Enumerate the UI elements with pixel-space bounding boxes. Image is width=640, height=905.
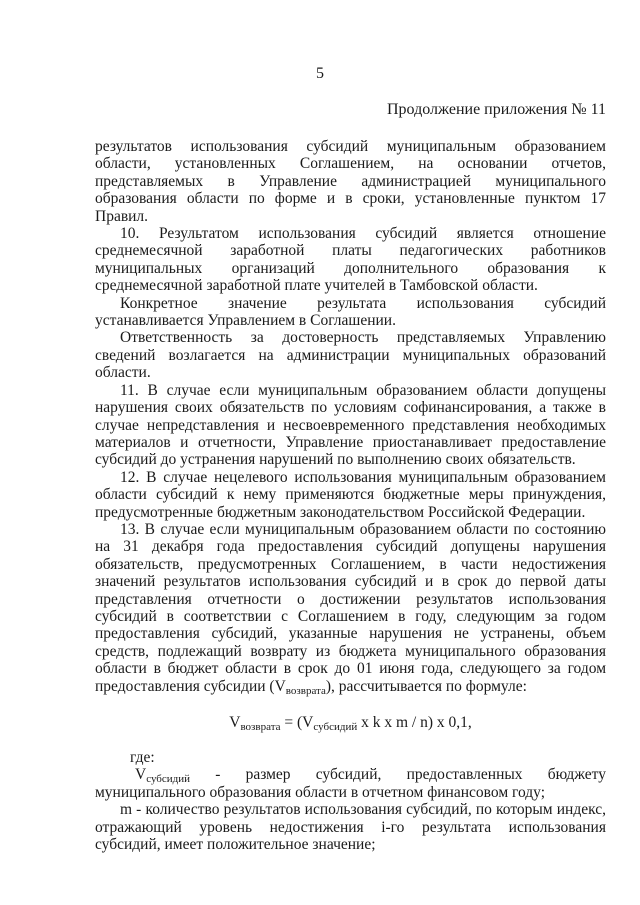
document-body [95, 138, 606, 853]
definition-v-continuation: муниципального образования области в отчетном финансовом году; [95, 783, 546, 801]
definition-v-word: - [215, 766, 221, 784]
paragraph-13-text: 13. В случае если муниципальным образованием области по состоянию на 31 декабря года предоставления субсидий допущены нарушения обязательств, предусмотренных Соглашением, в части недостижения значений результатов использования субсидий и в срок до первой даты представления отчетности о достижении результатов использования субсидий в соответствии с Соглашением в году, следующим за годом предоставления субсидий, указанные нарушения не устранены, объем средств, подлежащий возврату из бюджета муниципального образования области в бюджет области в срок до 01 июня года, следующего за годом предоставления субсидии (V [95, 520, 606, 695]
paragraph-12: 12. В случае нецелевого использования муниципальным образованием области субсидий к нему применяются бюджетные меры принуждения, предусмотренные бюджетным законодательством Российской Федерации. [95, 468, 606, 521]
definition-v-subscript: субсидий [146, 773, 191, 786]
formula-sub-refund: возврата [240, 721, 281, 733]
definition-v-letter: V [135, 766, 147, 784]
page-number: 5 [316, 65, 324, 82]
formula-v: V [229, 714, 241, 731]
formula-sub-subsidy: субсидий [313, 721, 358, 733]
paragraph-13 [95, 521, 606, 695]
definition-v-word: предоставленных [406, 766, 523, 784]
paragraph-10: 10. Результатом использования субсидий является отношение среднемесячной заработной платы педагогических работников муниципальных организаций дополнительного образования к среднемесячной заработной плате учителей в Тамбовской области. [95, 225, 606, 295]
definition-v-symbol [135, 766, 191, 786]
appendix-header: Продолжение приложения № 11 [387, 101, 606, 118]
refund-formula [95, 713, 606, 733]
definition-v-word: субсидий, [315, 766, 382, 784]
paragraph-13-subscript: возврата [285, 684, 326, 697]
definition-m: m - количество результатов использования субсидий, по которым индекс, отражающий уровень недостижения i-го результата использования субсидий, имеет положительное значение; [95, 801, 606, 854]
definition-v-word: бюджету [547, 766, 606, 784]
formula-end: x k x m / n) x 0,1, [357, 714, 472, 731]
paragraph-concrete-value: Конкретное значение результата использования субсидий устанавливается Управлением в Соглашении. [95, 294, 606, 330]
definition-v-word: размер [245, 766, 291, 784]
formula-middle: = (V [280, 714, 314, 731]
paragraph-13-tail: ), рассчитывается по формуле: [325, 677, 527, 695]
paragraph-11: 11. В случае если муниципальным образованием области допущены нарушения своих обязательств по условиям софинансирования, а также в случае непредставления и несвоевременного представления необходимых материалов и отчетности, Управление приостанавливает предоставление субсидий до устранения нарушений по выполнению своих обязательств. [95, 381, 606, 469]
paragraph-responsibility: Ответственность за достоверность представляемых Управлению сведений возлагается на администрации муниципальных образований области. [95, 329, 606, 382]
definitions-intro: где: [130, 749, 155, 766]
paragraph-continuation: результатов использования субсидий муниципальным образованием области, установленных Соглашением, на основании отчетов, представляемых в Управление администрацией муниципального образования области по форме и в сроки, установленные пунктом 17 Правил. [95, 138, 606, 225]
definition-v-line [95, 766, 606, 786]
